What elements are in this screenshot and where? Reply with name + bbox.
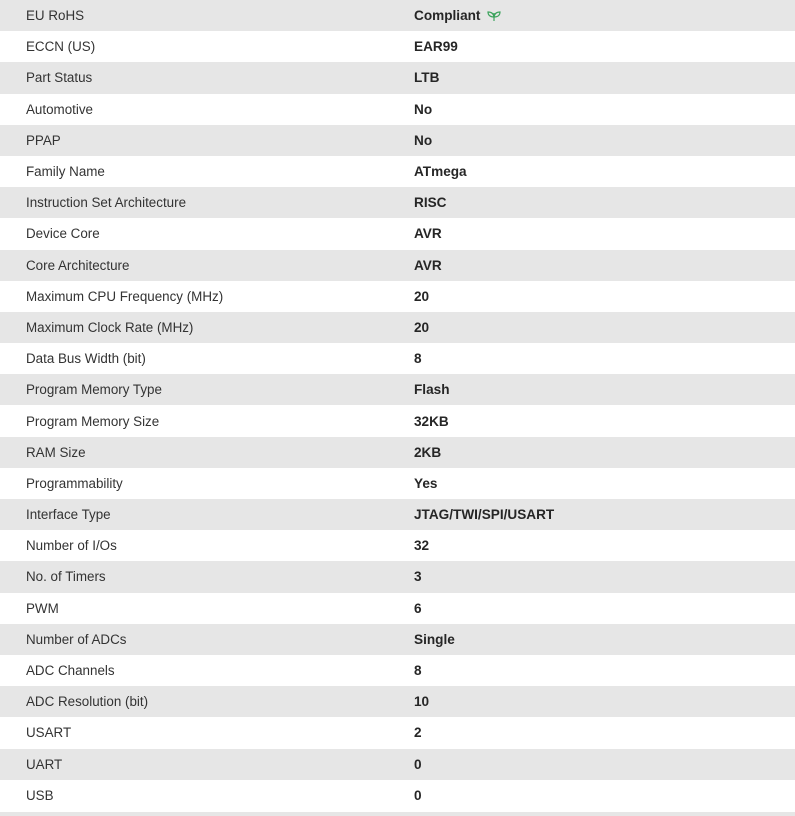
spec-row bbox=[0, 530, 795, 561]
spec-row bbox=[0, 281, 795, 312]
spec-row bbox=[0, 218, 795, 249]
spec-row bbox=[0, 437, 795, 468]
spec-label: Maximum Clock Rate (MHz) bbox=[26, 319, 194, 335]
spec-label: Part Status bbox=[26, 70, 93, 86]
spec-row bbox=[0, 499, 795, 530]
spec-row bbox=[0, 686, 795, 717]
spec-row bbox=[0, 125, 795, 156]
spec-value: 0 bbox=[414, 787, 422, 803]
spec-value: No bbox=[414, 101, 433, 117]
spec-value: 8 bbox=[414, 351, 422, 367]
spec-row bbox=[0, 780, 795, 811]
spec-label: EU RoHS bbox=[26, 8, 85, 24]
spec-label: RAM Size bbox=[26, 444, 86, 460]
spec-row bbox=[0, 655, 795, 686]
spec-row bbox=[0, 31, 795, 62]
spec-value: 32KB bbox=[414, 413, 449, 429]
leaf-icon bbox=[487, 10, 501, 22]
spec-row bbox=[0, 717, 795, 748]
spec-value-text: Compliant bbox=[414, 8, 481, 24]
spec-label: Core Architecture bbox=[26, 257, 130, 273]
spec-value: EAR99 bbox=[414, 39, 458, 55]
spec-row bbox=[0, 624, 795, 655]
spec-value: 20 bbox=[414, 288, 430, 304]
spec-label: Program Memory Size bbox=[26, 413, 160, 429]
spec-label: Instruction Set Architecture bbox=[26, 195, 187, 211]
spec-row bbox=[0, 312, 795, 343]
spec-label: Automotive bbox=[26, 101, 93, 117]
spec-value: ATmega bbox=[414, 164, 467, 180]
spec-value: 0 bbox=[414, 756, 422, 772]
spec-row bbox=[0, 468, 795, 499]
spec-label: Number of ADCs bbox=[26, 631, 127, 647]
spec-value: 8 bbox=[414, 663, 422, 679]
spec-label: Interface Type bbox=[26, 507, 111, 523]
spec-label: ECCN (US) bbox=[26, 39, 96, 55]
spec-row bbox=[0, 250, 795, 281]
spec-label: UART bbox=[26, 756, 63, 772]
spec-value: AVR bbox=[414, 257, 442, 273]
spec-value: 10 bbox=[414, 694, 430, 710]
spec-value: 2 bbox=[414, 725, 422, 741]
spec-row bbox=[0, 94, 795, 125]
spec-value: JTAG/TWI/SPI/USART bbox=[414, 507, 555, 523]
spec-label: Family Name bbox=[26, 164, 105, 180]
spec-value: 6 bbox=[414, 600, 422, 616]
spec-value: 20 bbox=[414, 319, 430, 335]
spec-row bbox=[0, 156, 795, 187]
spec-label: USB bbox=[26, 787, 54, 803]
spec-label: PPAP bbox=[26, 132, 61, 148]
spec-row bbox=[0, 561, 795, 592]
spec-label: No. of Timers bbox=[26, 569, 106, 585]
spec-label: ADC Resolution (bit) bbox=[26, 694, 149, 710]
spec-value: Single bbox=[414, 631, 455, 647]
spec-row bbox=[0, 62, 795, 93]
spec-label: Device Core bbox=[26, 226, 100, 242]
spec-label: Number of I/Os bbox=[26, 538, 117, 554]
table-bottom-border bbox=[0, 812, 795, 816]
spec-row bbox=[0, 749, 795, 780]
spec-value: LTB bbox=[414, 70, 440, 86]
spec-label: Program Memory Type bbox=[26, 382, 162, 398]
spec-value: RISC bbox=[414, 195, 447, 211]
spec-value: 3 bbox=[414, 569, 422, 585]
spec-value: AVR bbox=[414, 226, 442, 242]
spec-value: Flash bbox=[414, 382, 450, 398]
spec-label: PWM bbox=[26, 600, 59, 616]
spec-row bbox=[0, 187, 795, 218]
spec-row-eu-rohs bbox=[0, 0, 795, 31]
spec-row bbox=[0, 593, 795, 624]
spec-value bbox=[388, 8, 501, 23]
spec-row bbox=[0, 374, 795, 405]
spec-row bbox=[0, 343, 795, 374]
spec-label: Programmability bbox=[26, 475, 123, 491]
spec-label: Data Bus Width (bit) bbox=[26, 351, 146, 367]
spec-label: Maximum CPU Frequency (MHz) bbox=[26, 288, 224, 304]
spec-value: No bbox=[414, 132, 433, 148]
spec-label: USART bbox=[26, 725, 72, 741]
spec-value: Yes bbox=[414, 475, 438, 491]
spec-value: 32 bbox=[414, 538, 430, 554]
spec-value: 2KB bbox=[414, 444, 442, 460]
spec-label: ADC Channels bbox=[26, 663, 115, 679]
spec-row bbox=[0, 405, 795, 436]
